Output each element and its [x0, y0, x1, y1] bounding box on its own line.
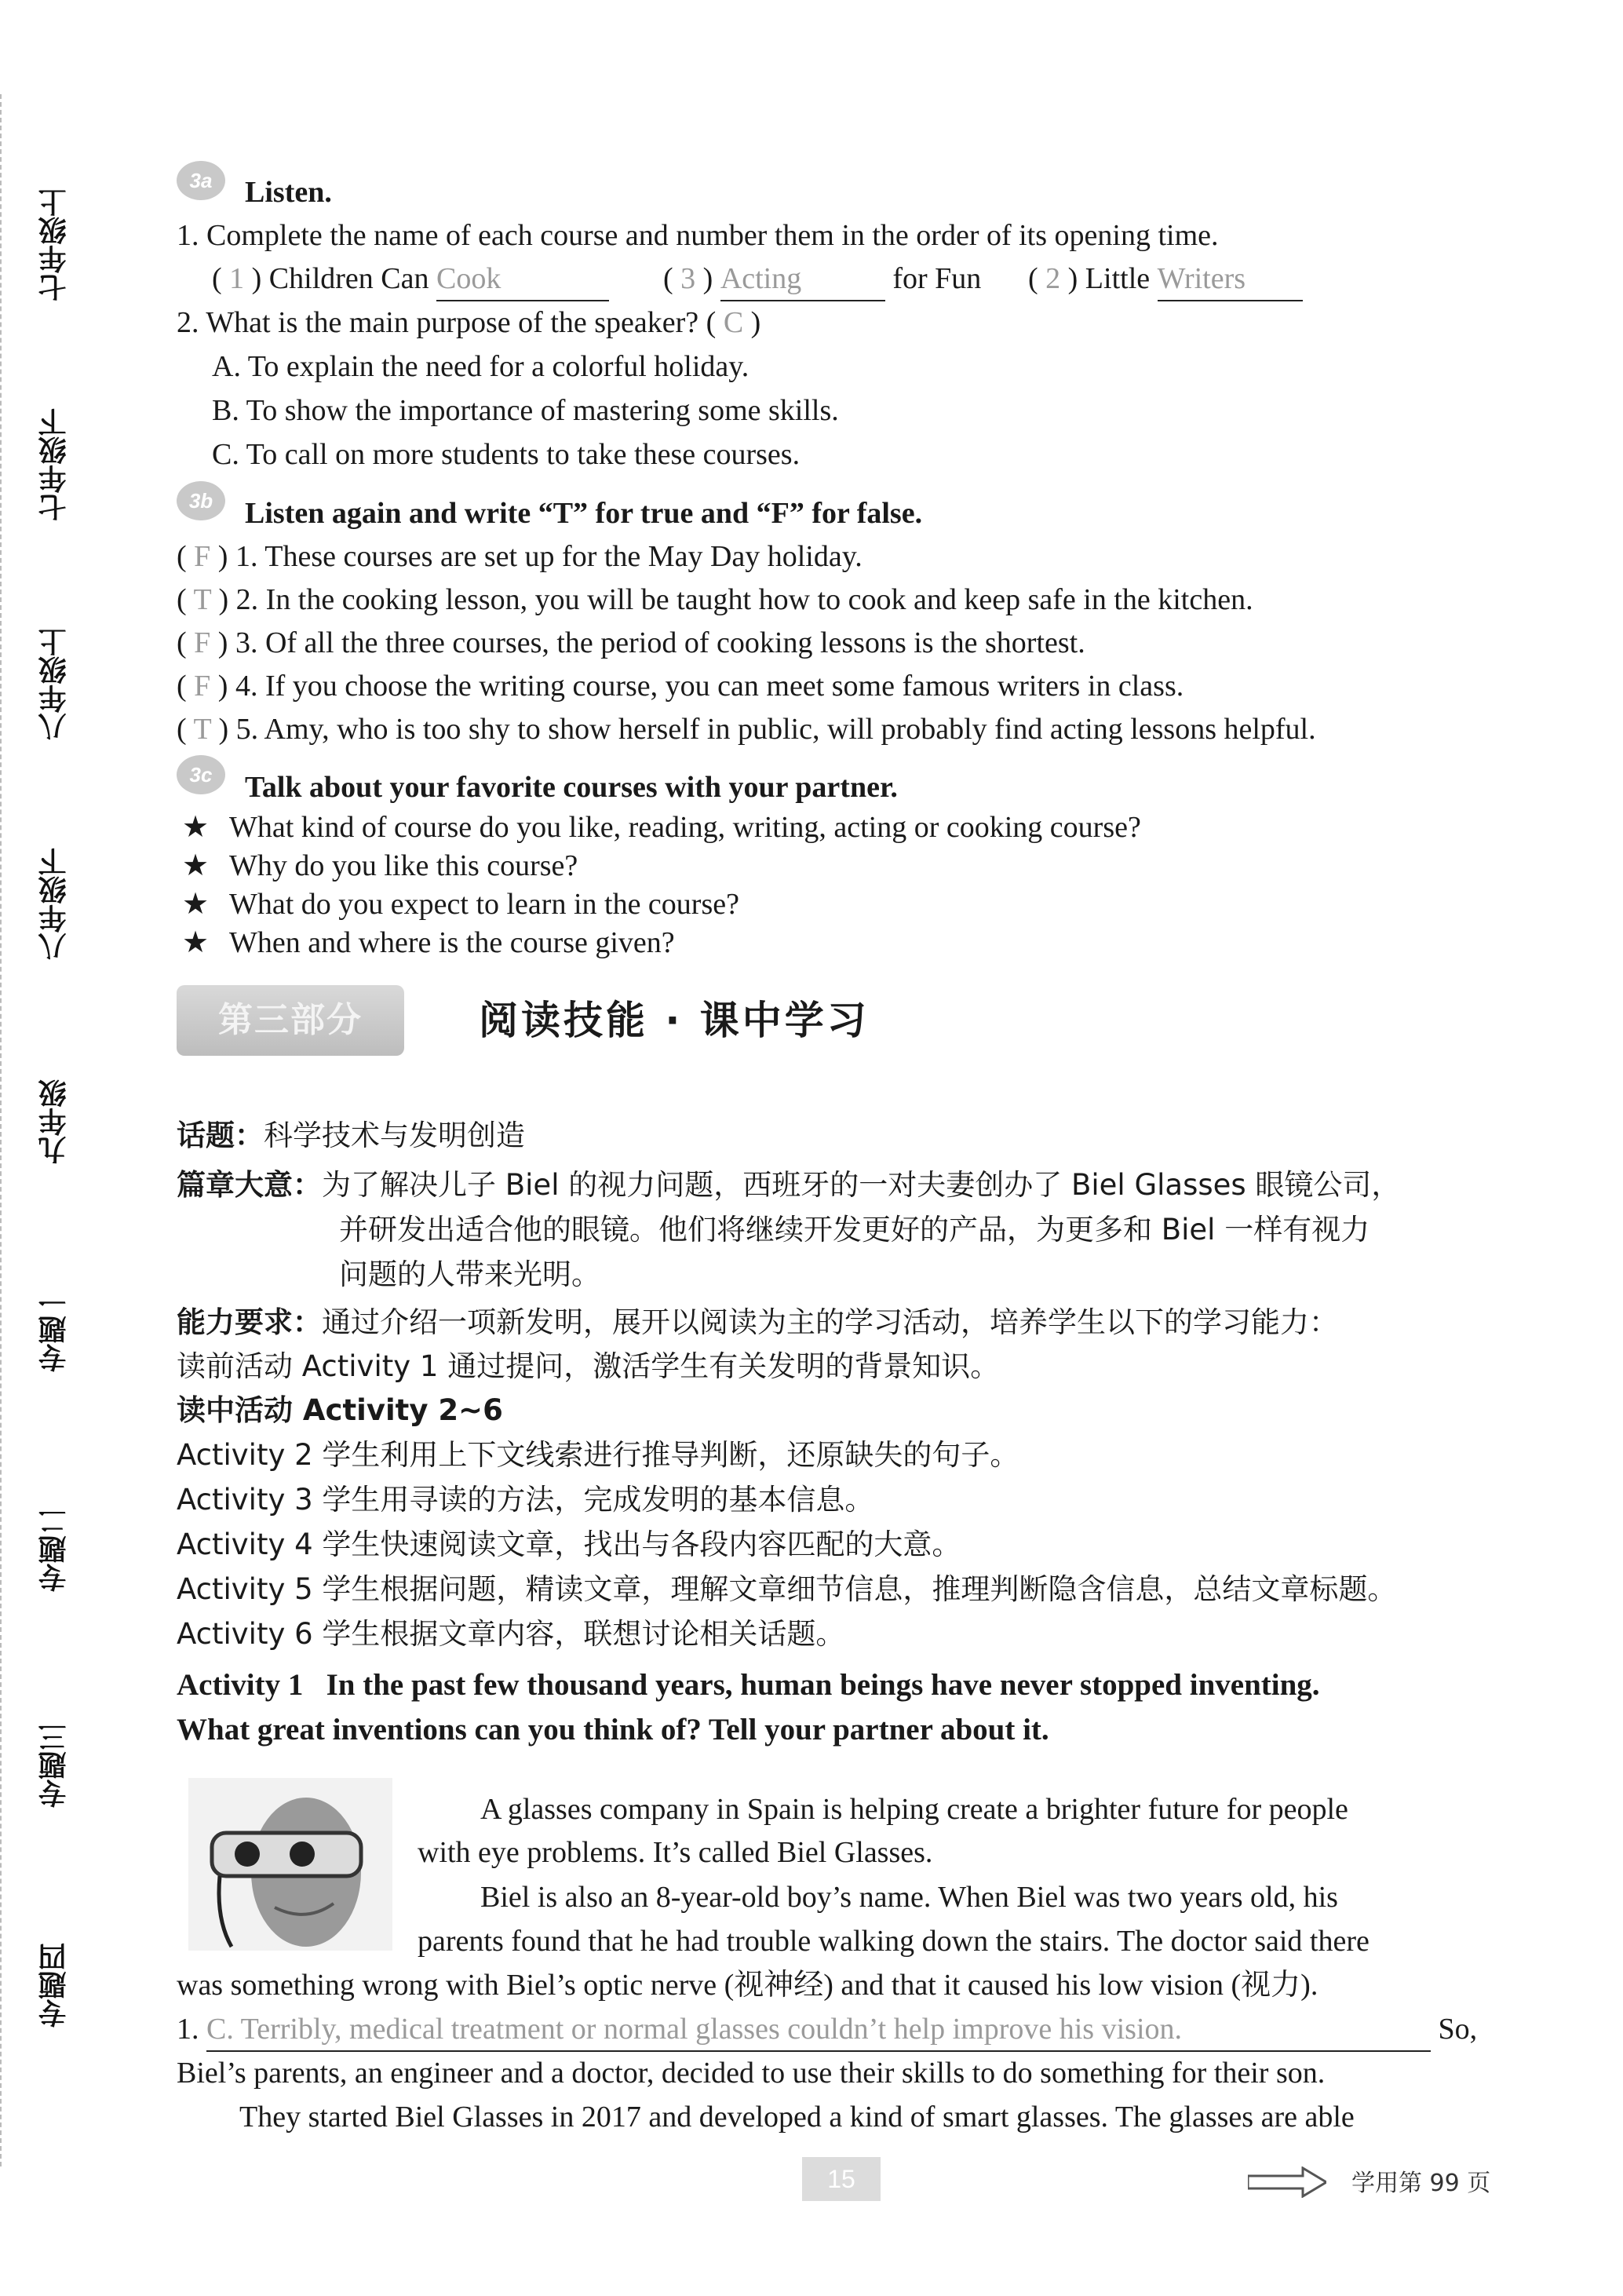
passage-p2-line-4: Biel’s parents, an engineer and a doctor, decided to use their skills to do something for their son. — [177, 2057, 1326, 2090]
activity-1-line-1 — [177, 1664, 1320, 1706]
activity-1-text: In the past few thousand years, human beings have never stopped inventing. — [326, 1668, 1320, 1702]
star-icon: ★ — [182, 926, 210, 959]
bullet-1 — [182, 806, 1141, 849]
star-icon: ★ — [182, 811, 210, 844]
bullet-3 — [182, 883, 739, 925]
tf-answer-5[interactable]: T — [193, 713, 211, 746]
summary-line-3: 问题的人带来光明。 — [339, 1258, 600, 1291]
course-1-blank[interactable]: Cook — [436, 257, 609, 301]
question-2-text: 2. What is the main purpose of the speaker? ( — [177, 306, 717, 339]
tf-item-5: ( T ) 5. Amy, who is too shy to show herself in public, will probably find acting lessons helpful. — [177, 713, 1316, 746]
passage-blank-line — [177, 2008, 1511, 2052]
part-banner: 第三部分 — [177, 985, 404, 1056]
passage-p3-line-1: They started Biel Glasses in 2017 and developed a kind of smart glasses. The glasses are able — [239, 2101, 1355, 2134]
activity-desc-2: Activity 2 学生利用上下文线索进行推导判断，还原缺失的句子。 — [177, 1438, 1019, 1472]
side-tab-grade8-second[interactable]: 八年级下 — [38, 848, 71, 961]
paren-open: ( — [663, 262, 673, 295]
tf-item-1: ( F ) 1. These courses are set up for the May Day holiday. — [177, 540, 863, 573]
tf-text-5: ) 5. Amy, who is too shy to show herself in public, will probably find acting lessons helpful. — [218, 713, 1316, 746]
section-heading-3c: Talk about your favorite courses with your partner. — [245, 771, 898, 804]
option-a: A. To explain the need for a colorful holiday. — [212, 350, 749, 383]
paren-close: ) — [702, 262, 713, 295]
tf-item-3: ( F ) 3. Of all the three courses, the period of cooking lessons is the shortest. — [177, 626, 1085, 659]
side-tab-topic2[interactable]: 专题二 — [38, 1507, 71, 1592]
option-c: C. To call on more students to take these courses. — [212, 438, 801, 471]
bullet-4 — [182, 922, 675, 964]
course-1 — [212, 257, 609, 301]
option-b: B. To show the importance of mastering some skills. — [212, 394, 839, 427]
activity-desc-3: Activity 3 学生用寻读的方法，完成发明的基本信息。 — [177, 1483, 874, 1517]
footer-page-ref: 学用第 99 页 — [1351, 2170, 1491, 2197]
paren-close: ) — [750, 306, 761, 339]
blank-answer[interactable]: C. Terribly, medical treatment or normal glasses couldn’t help improve his vision. — [206, 2008, 1431, 2052]
course-2-number[interactable]: 3 — [680, 262, 696, 295]
course-1-text: ) Children Can — [251, 262, 437, 295]
side-tab-grade7-first[interactable]: 七年级上 — [38, 188, 71, 301]
tf-answer-2[interactable]: T — [193, 583, 211, 616]
passage-p1-line-1: A glasses company in Spain is helping create a brighter future for people — [480, 1793, 1348, 1826]
side-tab-grade8-first[interactable]: 八年级上 — [38, 628, 71, 741]
pre-reading-line: 读前活动 Activity 1 通过提问，激活学生有关发明的背景知识。 — [177, 1349, 1000, 1383]
side-tab-bar — [0, 94, 110, 2166]
bullet-text: Why do you like this course? — [229, 849, 578, 882]
activity-desc-4: Activity 4 学生快速阅读文章，找出与各段内容匹配的大意。 — [177, 1528, 961, 1561]
arrow-right-icon — [1248, 2166, 1326, 2198]
question-1: 1. Complete the name of each course and number them in the order of its opening time. — [177, 219, 1219, 252]
side-tab-grade7-second[interactable]: 七年级下 — [38, 408, 71, 521]
page-number-box: 15 — [802, 2157, 881, 2201]
activity-desc-5: Activity 5 学生根据问题，精读文章，理解文章细节信息，推理判断隐含信息，总结文章标题。 — [177, 1572, 1397, 1606]
ability-label: 能力要求： — [177, 1305, 322, 1339]
star-icon: ★ — [182, 849, 210, 882]
topic-label: 话题： — [177, 1119, 264, 1152]
paren-open: ( — [1028, 262, 1038, 295]
question-2 — [177, 301, 760, 344]
biel-glasses-photo — [188, 1778, 392, 1951]
side-tab-grade9[interactable]: 九年级 — [38, 1079, 71, 1164]
ability-text: 通过介绍一项新发明，展开以阅读为主的学习活动，培养学生以下的学习能力： — [322, 1305, 1338, 1339]
section-badge-3a: 3a — [177, 161, 225, 200]
paren-open: ( — [212, 262, 222, 295]
while-reading-line — [177, 1389, 503, 1432]
side-tab-topic4[interactable]: 专题四 — [38, 1943, 71, 2028]
summary-text: 为了解决儿子 Biel 的视力问题，西班牙的一对夫妻创办了 Biel Glasses 眼镜公司， — [322, 1168, 1401, 1202]
course-3 — [1028, 257, 1303, 301]
summary-line-1 — [177, 1164, 1400, 1206]
tf-item-4: ( F ) 4. If you choose the writing course, you can meet some famous writers in class. — [177, 670, 1184, 703]
activity-1-label: Activity 1 — [177, 1668, 304, 1702]
passage-p2-line-1: Biel is also an 8-year-old boy’s name. When Biel was two years old, his — [480, 1881, 1338, 1914]
tf-text-4: ) 4. If you choose the writing course, you can meet some famous writers in class. — [217, 670, 1184, 703]
part-title: 阅读技能 · 课中学习 — [479, 998, 870, 1043]
passage-p2-line-3: was something wrong with Biel’s optic nerve (视神经) and that it caused his low vision (视力). — [177, 1969, 1318, 2002]
summary-label: 篇章大意： — [177, 1168, 322, 1202]
bullet-text: What kind of course do you like, reading, writing, acting or cooking course? — [229, 811, 1141, 844]
course-3-text: ) Little — [1067, 262, 1158, 295]
while-text: Activity 2~6 — [302, 1393, 503, 1427]
course-2 — [663, 257, 981, 301]
ability-line — [177, 1301, 1338, 1344]
course-2-blank[interactable]: Acting — [720, 257, 885, 301]
while-label: 读中活动 — [177, 1393, 303, 1427]
question-2-answer[interactable]: C — [723, 306, 744, 339]
side-tab-topic3[interactable]: 专题三 — [38, 1723, 71, 1808]
star-icon: ★ — [182, 888, 210, 921]
tf-answer-4[interactable]: F — [194, 670, 211, 703]
tf-text-3: ) 3. Of all the three courses, the period of cooking lessons is the shortest. — [217, 626, 1085, 659]
tf-text-1: ) 1. These courses are set up for the May Day holiday. — [217, 540, 863, 573]
activity-desc-6: Activity 6 学生根据文章内容，联想讨论相关话题。 — [177, 1617, 845, 1651]
side-tab-topic1[interactable]: 专题一 — [38, 1287, 71, 1372]
section-heading-3b: Listen again and write “T” for true and “F” for false. — [245, 497, 923, 530]
course-2-text: for Fun — [892, 262, 982, 295]
course-3-blank[interactable]: Writers — [1158, 257, 1303, 301]
bullet-2 — [182, 845, 578, 887]
tf-item-2: ( T ) 2. In the cooking lesson, you will be taught how to cook and keep safe in the kitchen. — [177, 583, 1253, 616]
tf-answer-1[interactable]: F — [194, 540, 211, 573]
section-heading-3a: Listen. — [245, 176, 332, 209]
section-badge-3c: 3c — [177, 755, 225, 794]
tf-answer-3[interactable]: F — [194, 626, 211, 659]
passage-p2-line-2: parents found that he had trouble walking down the stairs. The doctor said there — [418, 1925, 1370, 1958]
blank-number: 1. — [177, 2013, 199, 2046]
tf-text-2: ) 2. In the cooking lesson, you will be taught how to cook and keep safe in the kitchen. — [218, 583, 1253, 616]
course-1-number[interactable]: 1 — [229, 262, 245, 295]
topic-line — [177, 1115, 525, 1157]
bullet-text: What do you expect to learn in the course? — [229, 888, 739, 921]
passage-p1-line-2: with eye problems. It’s called Biel Glasses. — [418, 1836, 933, 1869]
activity-1-line-2: What great inventions can you think of? Tell your partner about it. — [177, 1713, 1049, 1747]
blank-after-text: So, — [1438, 2013, 1478, 2046]
topic-text: 科学技术与发明创造 — [264, 1119, 525, 1152]
course-3-number[interactable]: 2 — [1045, 262, 1061, 295]
bullet-text: When and where is the course given? — [229, 926, 675, 959]
side-divider — [0, 94, 3, 2166]
summary-line-2: 并研发出适合他的眼镜。他们将继续开发更好的产品，为更多和 Biel 一样有视力 — [339, 1213, 1370, 1247]
section-badge-3b: 3b — [177, 481, 225, 520]
